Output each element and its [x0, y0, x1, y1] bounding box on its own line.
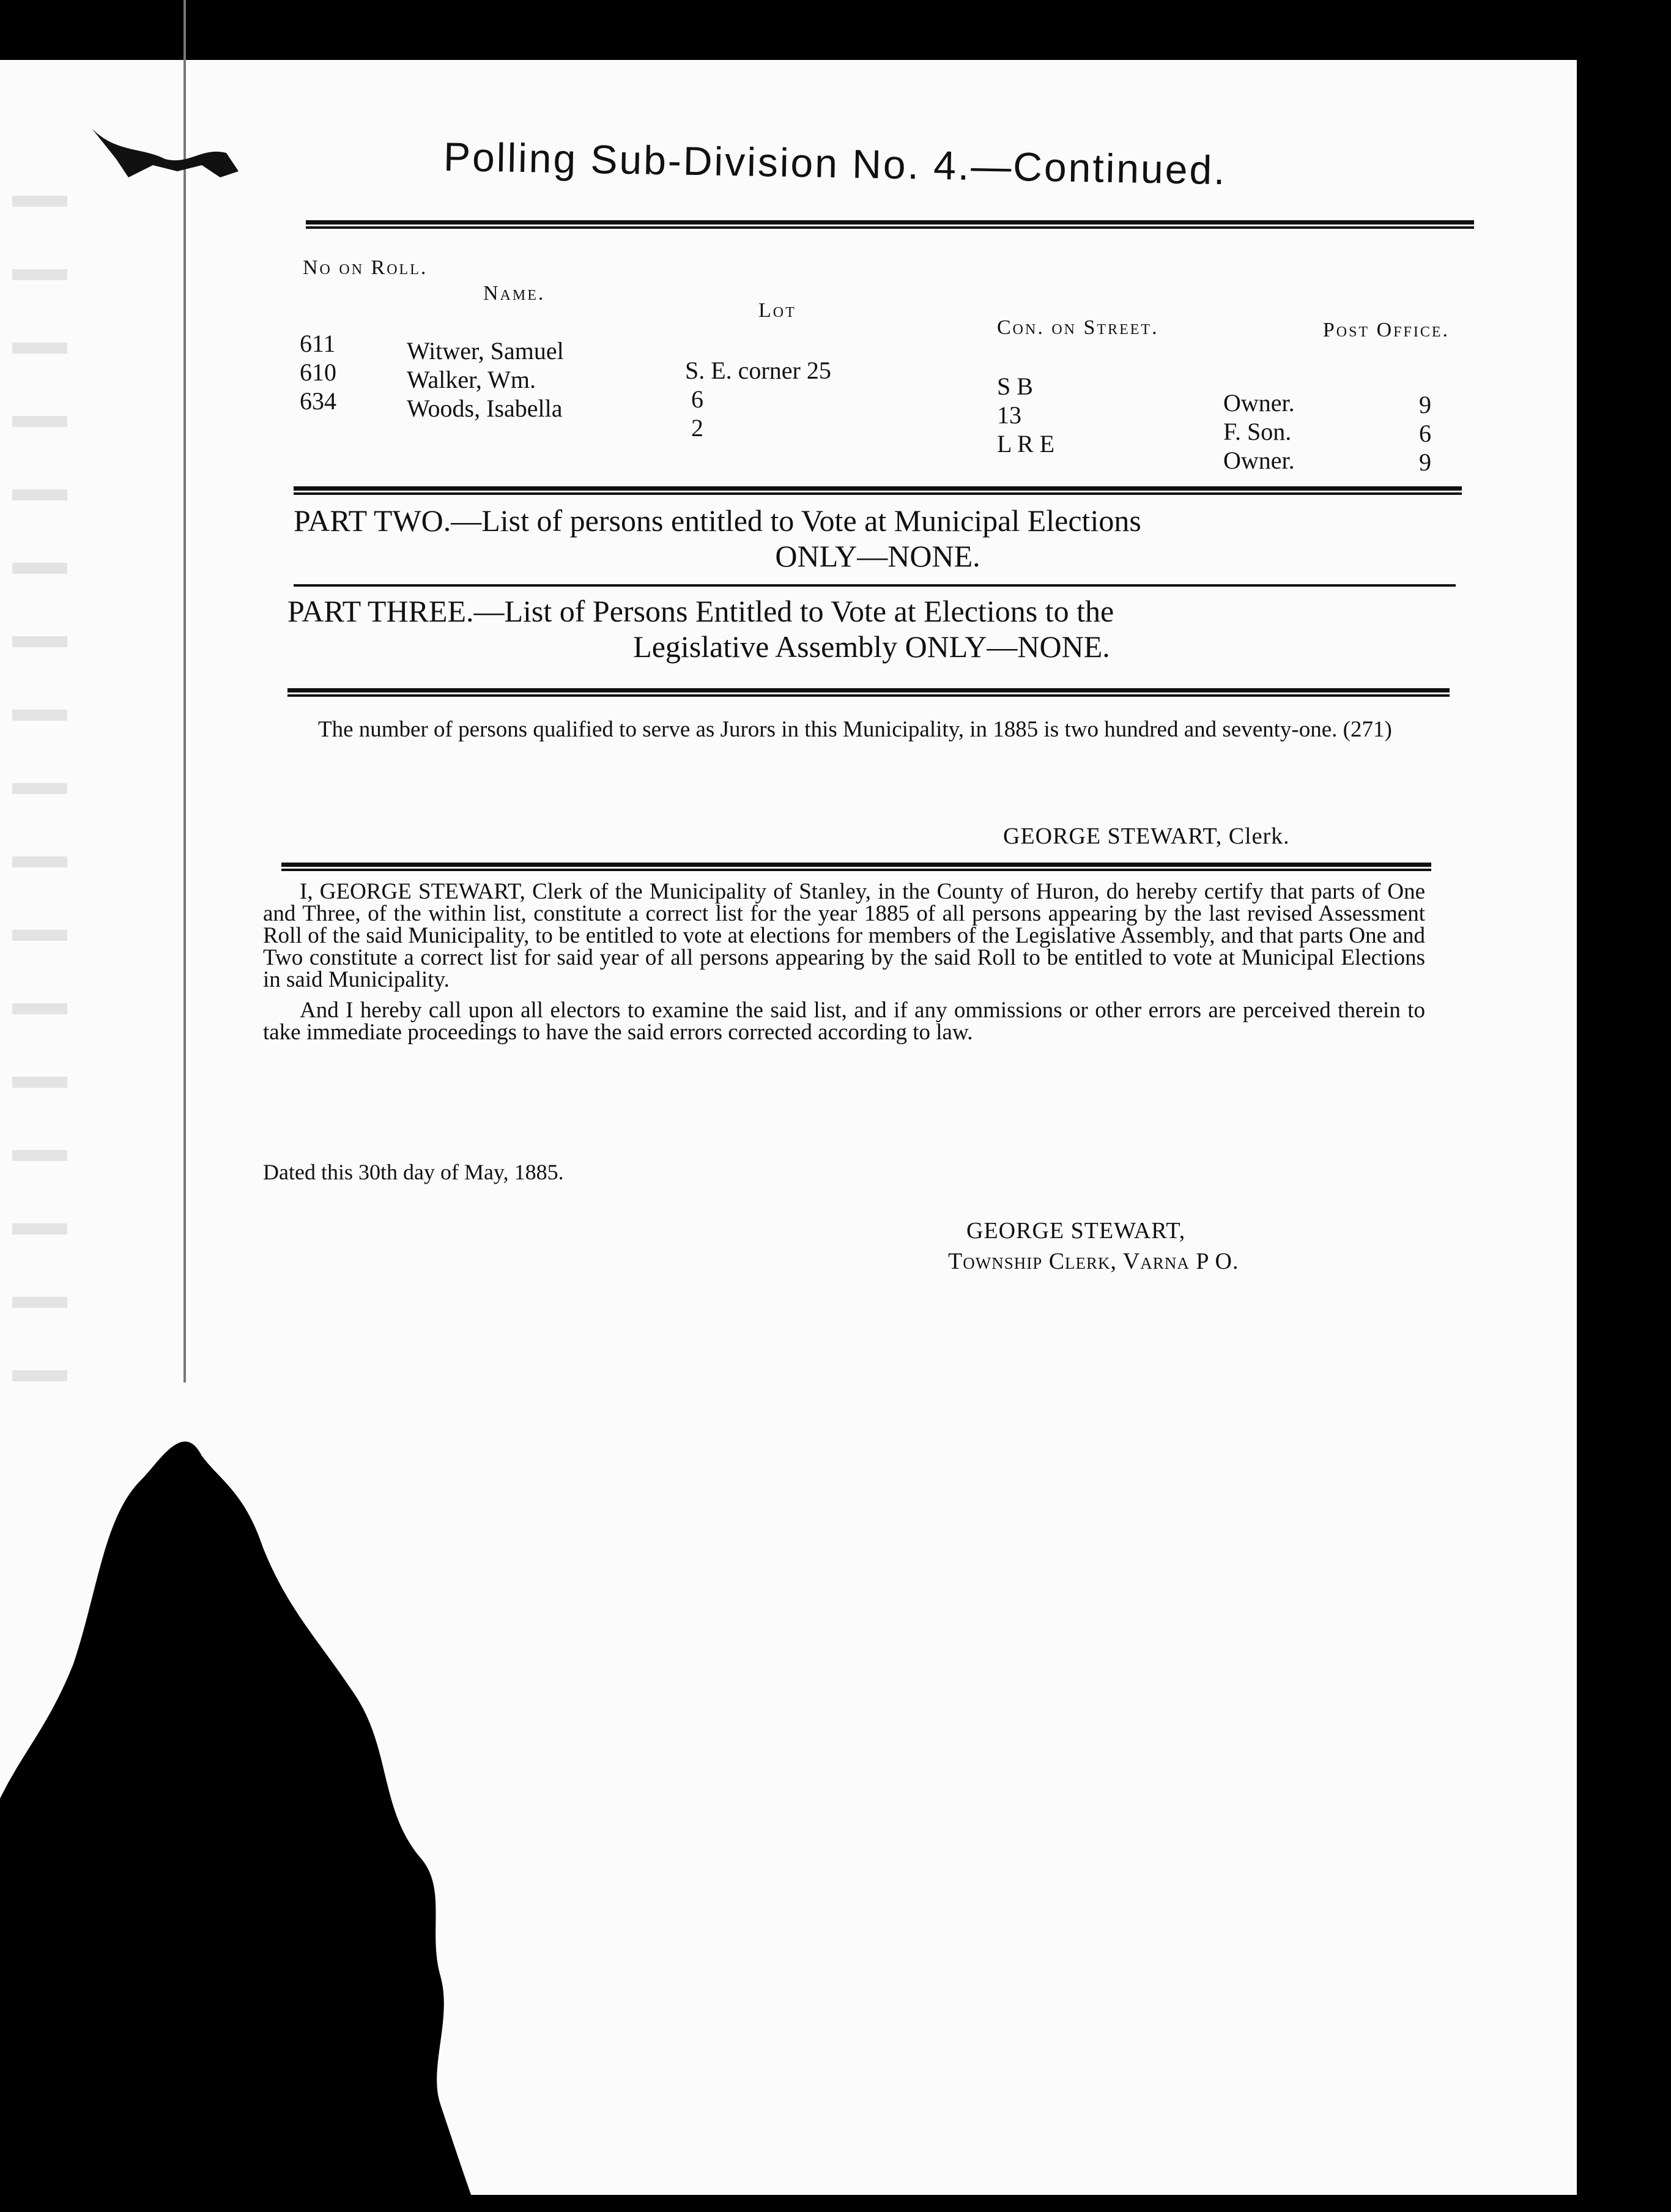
- row-post: 9: [1419, 448, 1431, 476]
- title-rule: [306, 220, 1474, 229]
- row-roll: 611: [300, 330, 336, 357]
- row-status: Owner.: [1223, 389, 1295, 417]
- table-rule: [294, 486, 1462, 495]
- row-status: F. Son.: [1223, 418, 1292, 445]
- certificate-paragraph-1: I, GEORGE STEWART, Clerk of the Municipality of Stanley, in the County of Huron, do hereby certify that parts of One and Three, of the within list, constitute a correct list for the year 1885 of all persons appearing by the last revised Assessment Roll of the said Municipality, to be entitled to vote at elections for members of the Legislative Assembly, and that parts One and Two constitute a correct list for said year of all persons appearing by the said Roll to be entitled to vote at Municipal Elections in said Municipality.: [263, 879, 1425, 992]
- page-title: Polling Sub-Division No. 4.—Continued.: [443, 133, 1228, 193]
- row-roll: 610: [300, 358, 336, 386]
- binding-fold: [183, 0, 186, 1382]
- part-two-rule: [294, 584, 1456, 587]
- header-roll: No on Roll.: [303, 256, 428, 279]
- header-con: Con. on Street.: [997, 316, 1159, 339]
- part-three: [287, 593, 1456, 664]
- certificate-paragraph-2: And I hereby call upon all electors to examine the said list, and if any ommissions or other errors are perceived therein to take immediate proceedings to have the said errors corrected according to law.: [263, 998, 1425, 1045]
- certificate: [263, 881, 1425, 1052]
- jurors-signature: GEORGE STEWART, Clerk.: [1003, 823, 1290, 849]
- part-two-line1: PART TWO.—List of persons entitled to Vote at Municipal Elections: [294, 503, 1141, 538]
- jurors-text: The number of persons qualified to serve as Jurors in this Municipality, in 1885 is two hundred and seventy-one. (271): [318, 717, 1392, 742]
- row-con: L R E: [997, 430, 1055, 458]
- header-lot: Lot: [758, 299, 796, 322]
- part-three-line1: PART THREE.—List of Persons Entitled to Vote at Elections to the: [287, 594, 1114, 628]
- row-post: 9: [1419, 391, 1431, 418]
- row-name: Woods, Isabella: [407, 395, 563, 422]
- part-two: [294, 503, 1462, 574]
- header-post-office: Post Office.: [1322, 319, 1450, 341]
- row-lot: 6: [691, 385, 703, 413]
- row-status: Owner.: [1223, 447, 1295, 474]
- date-line: Dated this 30th day of May, 1885.: [263, 1160, 564, 1184]
- scan-border: [1577, 60, 1671, 2195]
- signature-title: Township Clerk, Varna P O.: [948, 1249, 1239, 1274]
- row-name: Witwer, Samuel: [407, 337, 564, 365]
- row-lot: 2: [691, 414, 703, 442]
- torn-page-damage: [0, 1407, 599, 2212]
- upper-tear-mark: [80, 110, 281, 184]
- row-con: S B: [997, 373, 1033, 400]
- header-name: Name.: [483, 282, 546, 305]
- jurors-rule: [281, 863, 1431, 871]
- row-name: Walker, Wm.: [407, 366, 536, 393]
- row-lot: S. E. corner 25: [685, 357, 831, 384]
- row-post: 6: [1419, 420, 1431, 447]
- row-con: 13: [997, 401, 1021, 429]
- signature-name: GEORGE STEWART,: [966, 1218, 1186, 1244]
- part-three-line2: Legislative Assembly ONLY—NONE.: [633, 629, 1110, 664]
- jurors-statement: [281, 719, 1431, 749]
- part-three-rule: [287, 688, 1450, 697]
- part-two-line2: ONLY—NONE.: [775, 539, 980, 573]
- bleed-through-column: [0, 196, 67, 1480]
- row-roll: 634: [300, 387, 336, 415]
